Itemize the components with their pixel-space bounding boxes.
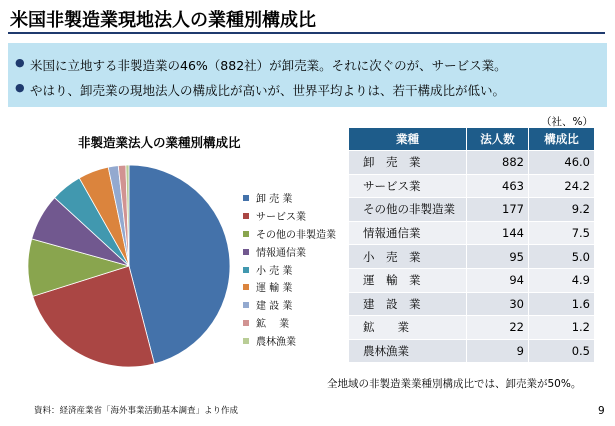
legend-label: 情報通信業 <box>256 247 306 259</box>
table-cell-count: 463 <box>467 174 529 198</box>
table-cell-industry: サービス業 <box>349 174 467 198</box>
table-row <box>349 198 595 222</box>
table-cell-share: 1.6 <box>529 292 595 316</box>
table-cell-industry: 卸 売 業 <box>349 151 467 175</box>
legend-label: 農林漁業 <box>256 337 296 349</box>
chart-title: 非製造業法人の業種別構成比 <box>78 135 241 150</box>
table-cell-share: 24.2 <box>529 174 595 198</box>
legend-label: 小 売 業 <box>256 265 293 277</box>
bullet-dot-icon: ● <box>15 56 25 69</box>
legend-item <box>243 297 336 315</box>
table-cell-share: 1.2 <box>529 316 595 340</box>
legend-swatch <box>243 320 249 326</box>
slide-title: 米国非製造業現地法人の業種別構成比 <box>10 10 316 31</box>
table-cell-share: 5.0 <box>529 245 595 269</box>
table-cell-count: 882 <box>467 151 529 175</box>
table-row <box>349 268 595 292</box>
table-row <box>349 151 595 175</box>
table-row <box>349 174 595 198</box>
chart-legend <box>243 190 336 351</box>
legend-item <box>243 244 336 262</box>
header-count: 法人数 <box>467 128 529 151</box>
legend-item <box>243 279 336 297</box>
table-cell-industry: 鉱 業 <box>349 316 467 340</box>
legend-swatch <box>243 267 249 273</box>
bullet-dot-icon: ● <box>15 81 25 94</box>
legend-swatch <box>243 195 249 201</box>
legend-item <box>243 315 336 333</box>
table-cell-share: 4.9 <box>529 268 595 292</box>
legend-label: サービス業 <box>256 211 306 223</box>
table-cell-share: 9.2 <box>529 198 595 222</box>
legend-label: 建 設 業 <box>256 301 293 313</box>
legend-label: 鉱 業 <box>256 319 290 331</box>
source-note: 資料：経済産業省「海外事業活動基本調査」より作成 <box>34 406 239 416</box>
table-cell-share: 46.0 <box>529 151 595 175</box>
table-cell-count: 144 <box>467 221 529 245</box>
legend-item <box>243 190 336 208</box>
footnote: 全地域の非製造業業種別構成比では、卸売業が50%。 <box>327 378 582 390</box>
legend-swatch <box>243 231 249 237</box>
table-cell-industry: 情報通信業 <box>349 221 467 245</box>
table-cell-count: 94 <box>467 268 529 292</box>
legend-swatch <box>243 213 249 219</box>
table-cell-industry: 運 輸 業 <box>349 268 467 292</box>
table-row <box>349 292 595 316</box>
legend-swatch <box>243 338 249 344</box>
legend-item <box>243 333 336 351</box>
legend-item <box>243 226 336 244</box>
industry-table <box>348 127 595 363</box>
table-row <box>349 316 595 340</box>
summary-text-2: やはり、卸売業の現地法人の構成比が高いが、世界平均よりは、若干構成比が低い。 <box>30 83 506 98</box>
legend-item <box>243 262 336 280</box>
table-cell-industry: 小 売 業 <box>349 245 467 269</box>
table-row <box>349 339 595 363</box>
table-cell-count: 30 <box>467 292 529 316</box>
table-cell-count: 95 <box>467 245 529 269</box>
table-row <box>349 245 595 269</box>
table-cell-industry: 農林漁業 <box>349 339 467 363</box>
page-number: 9 <box>598 405 605 417</box>
table-cell-count: 22 <box>467 316 529 340</box>
legend-swatch <box>243 302 249 308</box>
legend-label: 卸 売 業 <box>256 194 293 205</box>
table-cell-industry: 建 設 業 <box>349 292 467 316</box>
table-row <box>349 221 595 245</box>
table-cell-industry: その他の非製造業 <box>349 198 467 222</box>
unit-note: （社、%） <box>541 116 593 128</box>
table-header-row <box>349 128 595 151</box>
table-cell-count: 177 <box>467 198 529 222</box>
legend-swatch <box>243 284 249 290</box>
table-cell-count: 9 <box>467 339 529 363</box>
legend-item <box>243 208 336 226</box>
table-cell-share: 7.5 <box>529 221 595 245</box>
legend-swatch <box>243 249 249 255</box>
legend-label: 運 輸 業 <box>256 283 293 295</box>
legend-label: その他の非製造業 <box>256 229 336 241</box>
summary-text-1: 米国に立地する非製造業の46%（882社）が卸売業。それに次ぐのが、サービス業。 <box>30 58 507 73</box>
header-industry: 業種 <box>349 128 467 151</box>
header-share: 構成比 <box>529 128 595 151</box>
table-cell-share: 0.5 <box>529 339 595 363</box>
